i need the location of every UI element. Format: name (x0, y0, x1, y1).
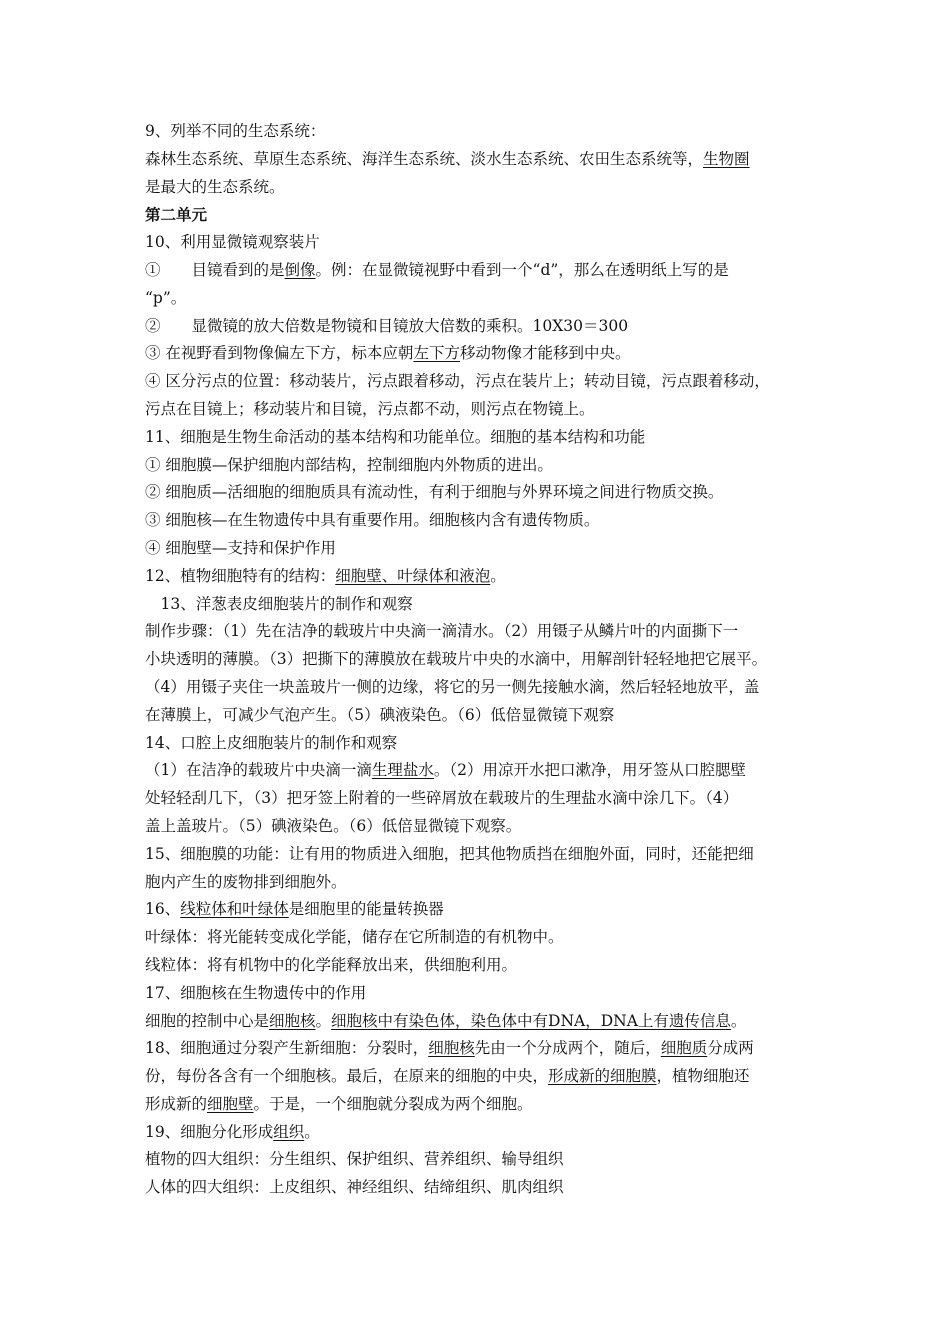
text-segment: 污点在目镜上；移动装片和目镜，污点都不动，则污点在物镜上。 (145, 399, 595, 418)
section-heading (145, 201, 825, 229)
text-segment: 移动物像才能移到中央。 (459, 344, 631, 363)
text-line (145, 563, 825, 591)
text-segment: 。 (304, 1122, 320, 1141)
text-line (145, 702, 825, 730)
text-segment: 制作步骤：（1）先在洁净的载玻片中央滴一滴清水。（2）用镊子从鳞片叶的内面撕下一 (145, 622, 739, 641)
text-segment: 先由一个分成两个，随后， (474, 1039, 661, 1058)
text-segment: 是最大的生态系统。 (145, 177, 285, 196)
text-line (145, 1146, 825, 1174)
text-segment: ① 细胞膜—保护细胞内部结构，控制细胞内外物质的进出。 (145, 455, 553, 474)
underlined-term: 细胞质 (660, 1039, 708, 1058)
text-segment: ② 细胞质—活细胞的细胞质具有流动性，有利于细胞与外界环境之间进行物质交换。 (145, 483, 724, 502)
text-segment: ，植物细胞还 (656, 1067, 750, 1086)
text-line (145, 1174, 825, 1202)
text-segment: 人体的四大组织：上皮组织、神经组织、结缔组织、肌肉组织 (145, 1178, 564, 1197)
underlined-term: 形成新的细胞膜 (548, 1067, 657, 1086)
text-segment: 植物的四大组织：分生组织、保护组织、营养组织、输导组织 (145, 1150, 564, 1169)
text-line (145, 507, 825, 535)
text-segment: ③ 在视野看到物像偏左下方，标本应朝 (145, 344, 414, 363)
text-segment: 。 (490, 566, 506, 585)
underlined-term: 细胞核 (269, 1011, 316, 1030)
text-line (145, 924, 825, 952)
text-segment: 10、利用显微镜观察装片 (145, 233, 320, 252)
text-segment: （4）用镊子夹住一块盖玻片一侧的边缘，将它的另一侧先接触水滴，然后轻轻地放平，盖 (145, 677, 760, 696)
text-line (145, 841, 825, 869)
underlined-term: 细胞壁、叶绿体和液泡 (335, 566, 491, 585)
text-line (145, 1008, 825, 1036)
underlined-term: 细胞壁 (207, 1094, 254, 1113)
text-segment: ④ 细胞壁—支持和保护作用 (145, 538, 336, 557)
text-segment: （1）在洁净的载玻片中央滴一滴 (145, 761, 372, 780)
text-line (145, 479, 825, 507)
text-segment: 13、洋葱表皮细胞装片的制作和观察 (145, 594, 413, 613)
text-line (145, 285, 825, 313)
text-segment: 第二单元 (145, 205, 208, 225)
text-line (145, 424, 825, 452)
text-segment: 处轻轻刮几下，（3）把牙签上附着的一些碎屑放在载玻片的生理盐水滴中涂几下。（4） (145, 789, 739, 808)
text-line (145, 730, 825, 758)
text-line (145, 1063, 825, 1091)
text-segment: 12、植物细胞特有的结构： (145, 566, 336, 585)
text-line (145, 952, 825, 980)
text-segment: 16、 (145, 900, 181, 919)
text-line (145, 785, 825, 813)
text-line (145, 396, 825, 424)
underlined-term: 细胞核中有染色体，染色体中有DNA，DNA上有遗传信息 (331, 1011, 731, 1030)
text-segment: 18、细胞通过分裂产生新细胞：分裂时， (145, 1039, 429, 1058)
text-line (145, 1091, 825, 1119)
text-segment: 9、列举不同的生态系统： (145, 122, 326, 140)
text-line (145, 980, 825, 1008)
text-line (145, 757, 825, 785)
text-line (145, 618, 825, 646)
text-line (145, 368, 825, 396)
text-segment: ④ 区分污点的位置：移动装片，污点跟着移动，污点在装片上；转动目镜，污点跟着移动， (145, 372, 770, 391)
text-segment: “p”。 (145, 288, 187, 307)
text-segment: 14、口腔上皮细胞装片的制作和观察 (145, 733, 398, 752)
text-line (145, 813, 825, 841)
text-segment: 森林生态系统、草原生态系统、海洋生态系统、淡水生态系统、农田生态系统等， (145, 149, 704, 168)
text-segment: 是细胞里的能量转换器 (288, 900, 444, 919)
text-segment: 细胞的控制中心是 (145, 1011, 270, 1030)
text-line (145, 146, 825, 174)
text-segment: 线粒体：将有机物中的化学能释放出来，供细胞利用。 (145, 955, 518, 974)
text-segment: ② 显微镜的放大倍数是物镜和目镜放大倍数的乘积。10X30＝300 (145, 316, 629, 335)
underlined-term: 细胞核 (428, 1039, 475, 1058)
text-segment: 。 (315, 1011, 332, 1030)
text-line (145, 1035, 825, 1063)
text-line (145, 646, 825, 674)
text-line (145, 257, 825, 285)
text-line (145, 174, 825, 202)
text-line (145, 313, 825, 341)
text-line (145, 452, 825, 480)
underlined-term: 生物圈 (703, 149, 750, 168)
text-segment: 17、细胞核在生物遗传中的作用 (145, 983, 367, 1002)
text-segment: 小块透明的薄膜。（3）把撕下的薄膜放在载玻片中央的水滴中，用解剖针轻轻地把它展平。 (145, 650, 768, 669)
text-line (145, 118, 825, 146)
underlined-term: 生理盐水 (371, 761, 434, 780)
underlined-term: 组织 (273, 1122, 305, 1141)
text-line (145, 340, 825, 368)
text-line (145, 674, 825, 702)
text-line (145, 591, 825, 619)
text-segment: 形成新的 (145, 1094, 208, 1113)
underlined-term: 倒像 (284, 260, 316, 279)
text-line (145, 896, 825, 924)
text-segment: 。（2）用凉开水把口漱净，用牙签从口腔腮壁 (433, 761, 747, 780)
text-segment: 胞内产生的废物排到细胞外。 (145, 872, 347, 891)
text-segment: 。 (730, 1011, 747, 1030)
text-segment: 15、细胞膜的功能：让有用的物质进入细胞，把其他物质挡在细胞外面，同时，还能把细 (145, 844, 754, 863)
text-line (145, 869, 825, 897)
underlined-term: 左下方 (413, 344, 460, 363)
underlined-term: 线粒体和叶绿体 (180, 900, 289, 919)
text-line (145, 535, 825, 563)
document-body (145, 118, 825, 1202)
text-segment: 。例：在显微镜视野中看到一个“d”，那么在透明纸上写的是 (315, 260, 729, 279)
text-segment: 盖上盖玻片。（5）碘液染色。（6）低倍显微镜下观察。 (145, 816, 522, 835)
text-segment: 11、细胞是生物生命活动的基本结构和功能单位。细胞的基本结构和功能 (145, 427, 646, 446)
text-segment: 19、细胞分化形成 (145, 1122, 274, 1141)
text-segment: 在薄膜上，可减少气泡产生。（5）碘液染色。（6）低倍显微镜下观察 (145, 705, 615, 724)
text-segment: 。于是，一个细胞就分裂成为两个细胞。 (253, 1094, 533, 1113)
text-line (145, 1119, 825, 1147)
text-segment: 份，每份各含有一个细胞核。最后，在原来的细胞的中央， (145, 1067, 549, 1086)
text-segment: ① 目镜看到的是 (145, 260, 285, 279)
text-segment: ③ 细胞核—在生物遗传中具有重要作用。细胞核内含有遗传物质。 (145, 511, 600, 530)
text-segment: 叶绿体：将光能转变成化学能，储存在它所制造的有机物中。 (145, 928, 564, 947)
text-line (145, 229, 825, 257)
text-segment: 分成两 (707, 1039, 754, 1058)
